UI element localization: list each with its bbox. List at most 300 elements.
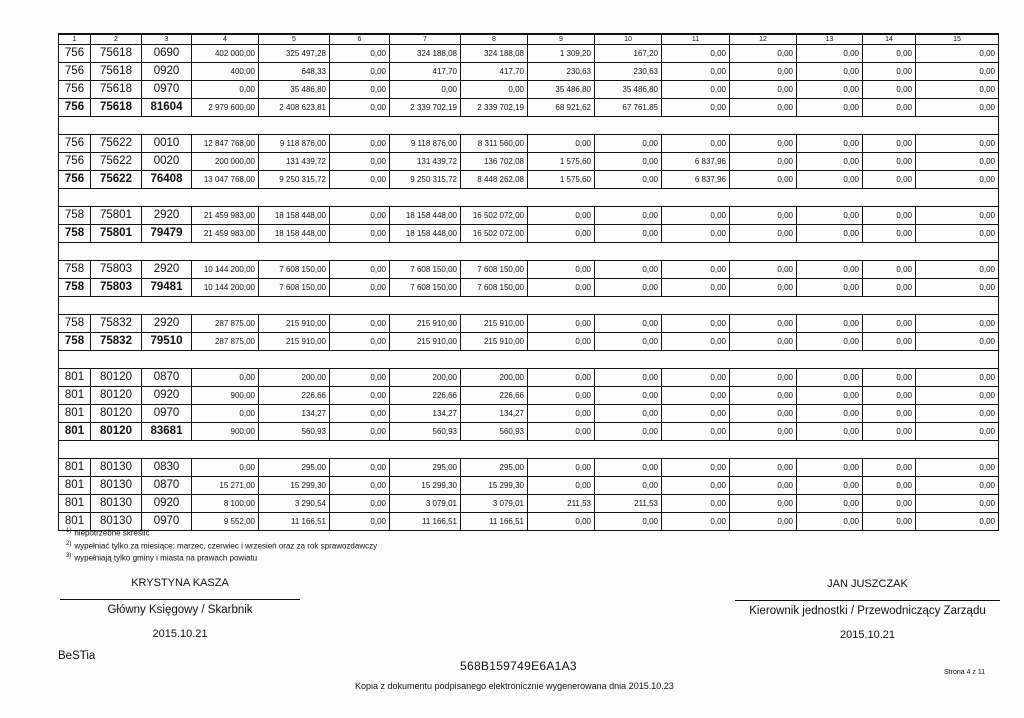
table-cell: 0,00 bbox=[916, 45, 999, 63]
table-cell: 0,00 bbox=[863, 369, 916, 387]
table-row bbox=[59, 387, 999, 405]
table-cell: 0,00 bbox=[730, 207, 797, 225]
table-cell: 215 910,00 bbox=[390, 315, 461, 333]
table-cell: 0,00 bbox=[192, 81, 259, 99]
table-cell: 0,00 bbox=[595, 405, 662, 423]
table-cell: 0,00 bbox=[730, 423, 797, 441]
table-cell: 7 608 150,00 bbox=[461, 261, 528, 279]
table-cell: 0,00 bbox=[863, 477, 916, 495]
table-cell: 16 502 072,00 bbox=[461, 207, 528, 225]
table-cell: 215 910,00 bbox=[259, 315, 330, 333]
table-cell: 758 bbox=[59, 225, 91, 243]
column-number: 6 bbox=[330, 34, 390, 45]
table-cell: 0,00 bbox=[797, 477, 863, 495]
table-cell: 9 118 876,00 bbox=[259, 135, 330, 153]
gap-cell bbox=[59, 441, 999, 459]
table-cell: 0,00 bbox=[797, 405, 863, 423]
table-cell: 79481 bbox=[142, 279, 192, 297]
column-number-header bbox=[59, 34, 999, 45]
table-cell: 0,00 bbox=[662, 477, 730, 495]
table-cell: 0,00 bbox=[662, 45, 730, 63]
table-cell: 6 837,96 bbox=[662, 171, 730, 189]
table-cell: 76408 bbox=[142, 171, 192, 189]
gap-cell bbox=[59, 351, 999, 369]
table-cell: 16 502 072,00 bbox=[461, 225, 528, 243]
table-cell: 0,00 bbox=[461, 81, 528, 99]
table-row bbox=[59, 405, 999, 423]
table-cell: 2920 bbox=[142, 315, 192, 333]
table-row bbox=[59, 261, 999, 279]
table-cell: 200 000,00 bbox=[192, 153, 259, 171]
table-row bbox=[59, 477, 999, 495]
subtotal-row bbox=[59, 333, 999, 351]
table-cell: 9 250 315,72 bbox=[259, 171, 330, 189]
table-cell: 0,00 bbox=[863, 81, 916, 99]
table-cell: 0,00 bbox=[330, 459, 390, 477]
table-cell: 0,00 bbox=[797, 81, 863, 99]
table-cell: 0,00 bbox=[863, 513, 916, 531]
software-brand: BeSTia bbox=[58, 650, 96, 662]
table-cell: 0,00 bbox=[863, 225, 916, 243]
table-cell: 11 166,51 bbox=[461, 513, 528, 531]
table-cell: 8 448 262,08 bbox=[461, 171, 528, 189]
page-number: Strona 4 z 11 bbox=[944, 669, 986, 676]
table-cell: 21 459 983,00 bbox=[192, 225, 259, 243]
table-cell: 81604 bbox=[142, 99, 192, 117]
table-cell: 0,00 bbox=[797, 279, 863, 297]
table-row bbox=[59, 207, 999, 225]
table-cell: 0,00 bbox=[863, 495, 916, 513]
table-cell: 0,00 bbox=[863, 63, 916, 81]
table-cell: 0,00 bbox=[595, 171, 662, 189]
table-cell: 758 bbox=[59, 279, 91, 297]
table-cell: 0830 bbox=[142, 459, 192, 477]
table-cell: 0,00 bbox=[863, 315, 916, 333]
table-cell: 68 921,62 bbox=[528, 99, 595, 117]
table-cell: 230,63 bbox=[595, 63, 662, 81]
table-cell: 801 bbox=[59, 513, 91, 531]
table-cell: 0920 bbox=[142, 387, 192, 405]
table-cell: 0,00 bbox=[863, 261, 916, 279]
table-cell: 0,00 bbox=[192, 405, 259, 423]
table-cell: 0,00 bbox=[863, 423, 916, 441]
table-cell: 134,27 bbox=[390, 405, 461, 423]
table-cell: 7 608 150,00 bbox=[259, 279, 330, 297]
table-row bbox=[59, 135, 999, 153]
table-cell: 295,00 bbox=[259, 459, 330, 477]
column-number: 7 bbox=[390, 34, 461, 45]
table-cell: 0010 bbox=[142, 135, 192, 153]
table-cell: 0,00 bbox=[916, 459, 999, 477]
table-cell: 324 188,08 bbox=[390, 45, 461, 63]
table-cell: 211,53 bbox=[528, 495, 595, 513]
table-cell: 0,00 bbox=[330, 225, 390, 243]
table-cell: 1 575,60 bbox=[528, 171, 595, 189]
gap-cell bbox=[59, 297, 999, 315]
table-cell: 0,00 bbox=[595, 423, 662, 441]
table-cell: 0,00 bbox=[662, 99, 730, 117]
subtotal-row bbox=[59, 423, 999, 441]
table-cell: 0,00 bbox=[662, 81, 730, 99]
table-cell: 648,33 bbox=[259, 63, 330, 81]
column-number: 10 bbox=[595, 34, 662, 45]
table-cell: 0,00 bbox=[797, 459, 863, 477]
table-cell: 0,00 bbox=[916, 99, 999, 117]
table-cell: 0,00 bbox=[730, 99, 797, 117]
table-cell: 758 bbox=[59, 315, 91, 333]
column-number: 2 bbox=[91, 34, 142, 45]
table-cell: 0,00 bbox=[192, 459, 259, 477]
signer-role: Główny Księgowy / Skarbnik bbox=[107, 604, 253, 616]
signature-line bbox=[735, 600, 1000, 601]
section-gap bbox=[59, 351, 999, 369]
table-cell: 0,00 bbox=[662, 369, 730, 387]
footnote-text: niepotrzebne skreślić bbox=[74, 528, 150, 538]
table-cell: 18 158 448,00 bbox=[390, 207, 461, 225]
table-row bbox=[59, 369, 999, 387]
table-cell: 0,00 bbox=[595, 279, 662, 297]
table-cell: 756 bbox=[59, 153, 91, 171]
table-cell: 75622 bbox=[91, 135, 142, 153]
gap-cell bbox=[59, 243, 999, 261]
table-cell: 900,00 bbox=[192, 387, 259, 405]
table-cell: 0,00 bbox=[730, 261, 797, 279]
table-cell: 0,00 bbox=[528, 135, 595, 153]
table-cell: 0,00 bbox=[916, 423, 999, 441]
gap-cell bbox=[59, 117, 999, 135]
table-cell: 0,00 bbox=[730, 477, 797, 495]
table-cell: 0,00 bbox=[797, 153, 863, 171]
table-cell: 9 250 315,72 bbox=[390, 171, 461, 189]
table-cell: 75803 bbox=[91, 261, 142, 279]
section-gap bbox=[59, 297, 999, 315]
signer-role: Kierownik jednostki / Przewodniczący Zarządu bbox=[749, 605, 986, 617]
table-cell: 10 144 200,00 bbox=[192, 279, 259, 297]
table-cell: 0,00 bbox=[528, 315, 595, 333]
table-cell: 0,00 bbox=[797, 513, 863, 531]
table-cell: 200,00 bbox=[390, 369, 461, 387]
table-cell: 0,00 bbox=[797, 171, 863, 189]
table-cell: 0,00 bbox=[863, 171, 916, 189]
footnote bbox=[66, 551, 377, 564]
table-cell: 0,00 bbox=[797, 369, 863, 387]
table-cell: 80130 bbox=[91, 459, 142, 477]
table-cell: 0,00 bbox=[797, 135, 863, 153]
table-cell: 0,00 bbox=[916, 153, 999, 171]
table-cell: 0870 bbox=[142, 369, 192, 387]
table-cell: 0,00 bbox=[330, 387, 390, 405]
table-cell: 0,00 bbox=[863, 459, 916, 477]
table-cell: 15 299,30 bbox=[461, 477, 528, 495]
table-cell: 11 166,51 bbox=[390, 513, 461, 531]
table-cell: 0,00 bbox=[863, 279, 916, 297]
table-cell: 0,00 bbox=[595, 315, 662, 333]
signature-manager bbox=[735, 578, 1000, 641]
table-cell: 0,00 bbox=[528, 477, 595, 495]
table-cell: 0970 bbox=[142, 513, 192, 531]
table-cell: 0,00 bbox=[916, 135, 999, 153]
table-cell: 80120 bbox=[91, 423, 142, 441]
column-number: 12 bbox=[730, 34, 797, 45]
table-cell: 400,00 bbox=[192, 63, 259, 81]
subtotal-row bbox=[59, 225, 999, 243]
table-cell: 75832 bbox=[91, 315, 142, 333]
table-cell: 0,00 bbox=[662, 207, 730, 225]
table-cell: 287 875,00 bbox=[192, 333, 259, 351]
footnote bbox=[66, 526, 377, 539]
table-cell: 75618 bbox=[91, 45, 142, 63]
column-number: 5 bbox=[259, 34, 330, 45]
table-cell: 0,00 bbox=[330, 99, 390, 117]
table-cell: 0,00 bbox=[797, 63, 863, 81]
table-cell: 136 702,08 bbox=[461, 153, 528, 171]
table-cell: 0,00 bbox=[595, 459, 662, 477]
table-cell: 0,00 bbox=[662, 261, 730, 279]
table-cell: 758 bbox=[59, 261, 91, 279]
table-cell: 131 439,72 bbox=[259, 153, 330, 171]
table-cell: 756 bbox=[59, 171, 91, 189]
table-cell: 0,00 bbox=[330, 171, 390, 189]
table-cell: 79510 bbox=[142, 333, 192, 351]
table-cell: 801 bbox=[59, 459, 91, 477]
table-cell: 801 bbox=[59, 495, 91, 513]
table-cell: 0,00 bbox=[730, 387, 797, 405]
table-row bbox=[59, 45, 999, 63]
section-gap bbox=[59, 441, 999, 459]
table-cell: 1 575,60 bbox=[528, 153, 595, 171]
table-cell: 75622 bbox=[91, 171, 142, 189]
table-cell: 0,00 bbox=[595, 477, 662, 495]
table-cell: 15 299,30 bbox=[259, 477, 330, 495]
table-cell: 0,00 bbox=[330, 495, 390, 513]
table-cell: 0,00 bbox=[797, 423, 863, 441]
table-cell: 80120 bbox=[91, 387, 142, 405]
table-cell: 0,00 bbox=[595, 207, 662, 225]
table-cell: 0,00 bbox=[528, 261, 595, 279]
table-cell: 0,00 bbox=[528, 513, 595, 531]
table-cell: 0,00 bbox=[330, 333, 390, 351]
table-cell: 0,00 bbox=[330, 81, 390, 99]
table-cell: 0,00 bbox=[730, 153, 797, 171]
column-number: 1 bbox=[59, 34, 91, 45]
column-number: 9 bbox=[528, 34, 595, 45]
table-cell: 75618 bbox=[91, 81, 142, 99]
table-cell: 0,00 bbox=[797, 99, 863, 117]
table-cell: 0,00 bbox=[595, 513, 662, 531]
footnote-text: wypełniają tylko gminy i miasta na prawach powiatu bbox=[74, 553, 258, 563]
table-cell: 131 439,72 bbox=[390, 153, 461, 171]
table-cell: 560,93 bbox=[461, 423, 528, 441]
table-cell: 0,00 bbox=[330, 135, 390, 153]
table-cell: 10 144 200,00 bbox=[192, 261, 259, 279]
table-cell: 200,00 bbox=[461, 369, 528, 387]
table-cell: 8 100,00 bbox=[192, 495, 259, 513]
table-cell: 8 311 560,00 bbox=[461, 135, 528, 153]
table-cell: 200,00 bbox=[259, 369, 330, 387]
table-cell: 0,00 bbox=[595, 135, 662, 153]
table-cell: 0,00 bbox=[797, 315, 863, 333]
table-cell: 0,00 bbox=[662, 333, 730, 351]
table-cell: 0,00 bbox=[863, 153, 916, 171]
table-cell: 0,00 bbox=[330, 423, 390, 441]
table-cell: 801 bbox=[59, 387, 91, 405]
document-id: 568B159749E6A1A3 bbox=[460, 659, 577, 673]
table-cell: 75618 bbox=[91, 99, 142, 117]
table-cell: 417,70 bbox=[390, 63, 461, 81]
table-cell: 0,00 bbox=[662, 63, 730, 81]
report-table bbox=[58, 33, 999, 531]
table-cell: 0,00 bbox=[330, 45, 390, 63]
table-cell: 0,00 bbox=[730, 135, 797, 153]
table-cell: 3 079,01 bbox=[390, 495, 461, 513]
table-cell: 0020 bbox=[142, 153, 192, 171]
table-cell: 0,00 bbox=[330, 261, 390, 279]
table-cell: 0,00 bbox=[390, 81, 461, 99]
table-cell: 0,00 bbox=[730, 63, 797, 81]
table-cell: 0,00 bbox=[730, 369, 797, 387]
gap-cell bbox=[59, 189, 999, 207]
section-gap bbox=[59, 189, 999, 207]
table-cell: 0,00 bbox=[595, 387, 662, 405]
section-gap bbox=[59, 243, 999, 261]
signature-date: 2015.10.21 bbox=[152, 628, 208, 640]
table-cell: 6 837,96 bbox=[662, 153, 730, 171]
table-cell: 75803 bbox=[91, 279, 142, 297]
table-cell: 0,00 bbox=[330, 405, 390, 423]
table-cell: 0,00 bbox=[662, 513, 730, 531]
report-table-container bbox=[58, 33, 998, 531]
table-cell: 0,00 bbox=[730, 279, 797, 297]
table-cell: 0,00 bbox=[330, 279, 390, 297]
table-cell: 756 bbox=[59, 99, 91, 117]
table-cell: 0,00 bbox=[330, 513, 390, 531]
table-cell: 0,00 bbox=[916, 261, 999, 279]
table-cell: 2920 bbox=[142, 261, 192, 279]
table-cell: 167,20 bbox=[595, 45, 662, 63]
table-cell: 0,00 bbox=[863, 207, 916, 225]
table-cell: 0,00 bbox=[662, 279, 730, 297]
table-cell: 0,00 bbox=[662, 135, 730, 153]
table-cell: 0,00 bbox=[730, 225, 797, 243]
table-cell: 0,00 bbox=[528, 225, 595, 243]
table-cell: 0,00 bbox=[662, 225, 730, 243]
table-cell: 0920 bbox=[142, 63, 192, 81]
table-cell: 75618 bbox=[91, 63, 142, 81]
table-cell: 0,00 bbox=[797, 387, 863, 405]
signer-name: JAN JUSZCZAK bbox=[827, 578, 908, 590]
table-cell: 287 875,00 bbox=[192, 315, 259, 333]
table-cell: 226,66 bbox=[390, 387, 461, 405]
table-cell: 0,00 bbox=[730, 405, 797, 423]
table-row bbox=[59, 315, 999, 333]
signer-name: KRYSTYNA KASZA bbox=[131, 577, 229, 589]
table-cell: 35 486,80 bbox=[595, 81, 662, 99]
table-cell: 7 608 150,00 bbox=[390, 279, 461, 297]
table-row bbox=[59, 495, 999, 513]
table-cell: 0,00 bbox=[863, 45, 916, 63]
table-cell: 0,00 bbox=[797, 45, 863, 63]
table-cell: 0,00 bbox=[730, 81, 797, 99]
table-cell: 0,00 bbox=[662, 405, 730, 423]
table-cell: 18 158 448,00 bbox=[259, 225, 330, 243]
table-cell: 0,00 bbox=[528, 405, 595, 423]
table-cell: 560,93 bbox=[259, 423, 330, 441]
copy-note: Kopia z dokumentu podpisanego elektronicznie wygenerowana dnia 2015.10.23 bbox=[355, 681, 674, 691]
table-cell: 2920 bbox=[142, 207, 192, 225]
table-row bbox=[59, 459, 999, 477]
table-cell: 0,00 bbox=[916, 81, 999, 99]
table-cell: 0,00 bbox=[916, 63, 999, 81]
table-row bbox=[59, 63, 999, 81]
table-cell: 0,00 bbox=[330, 207, 390, 225]
table-cell: 67 761,85 bbox=[595, 99, 662, 117]
table-cell: 756 bbox=[59, 81, 91, 99]
table-cell: 0,00 bbox=[595, 153, 662, 171]
table-cell: 801 bbox=[59, 405, 91, 423]
table-cell: 12 847 768,00 bbox=[192, 135, 259, 153]
table-cell: 0,00 bbox=[662, 495, 730, 513]
table-cell: 134,27 bbox=[461, 405, 528, 423]
table-cell: 0,00 bbox=[863, 99, 916, 117]
signature-date: 2015.10.21 bbox=[839, 629, 896, 641]
table-cell: 0,00 bbox=[192, 369, 259, 387]
table-cell: 0,00 bbox=[863, 405, 916, 423]
table-cell: 0,00 bbox=[528, 423, 595, 441]
table-cell: 0,00 bbox=[330, 315, 390, 333]
table-cell: 3 290,54 bbox=[259, 495, 330, 513]
table-cell: 0,00 bbox=[595, 225, 662, 243]
table-cell: 756 bbox=[59, 135, 91, 153]
table-cell: 7 608 150,00 bbox=[259, 261, 330, 279]
table-cell: 226,66 bbox=[461, 387, 528, 405]
table-cell: 80120 bbox=[91, 405, 142, 423]
table-cell: 0,00 bbox=[730, 171, 797, 189]
table-cell: 2 339 702,19 bbox=[390, 99, 461, 117]
table-cell: 0920 bbox=[142, 495, 192, 513]
table-cell: 0,00 bbox=[863, 135, 916, 153]
table-cell: 0,00 bbox=[528, 333, 595, 351]
table-cell: 0870 bbox=[142, 477, 192, 495]
table-cell: 9 552,00 bbox=[192, 513, 259, 531]
table-cell: 758 bbox=[59, 333, 91, 351]
table-cell: 0,00 bbox=[916, 171, 999, 189]
table-cell: 801 bbox=[59, 477, 91, 495]
table-cell: 0,00 bbox=[528, 207, 595, 225]
table-cell: 0,00 bbox=[863, 333, 916, 351]
column-number: 14 bbox=[863, 34, 916, 45]
table-cell: 417,70 bbox=[461, 63, 528, 81]
column-number: 3 bbox=[142, 34, 192, 45]
table-cell: 0,00 bbox=[730, 495, 797, 513]
table-cell: 0,00 bbox=[916, 207, 999, 225]
table-cell: 7 608 150,00 bbox=[461, 279, 528, 297]
table-cell: 756 bbox=[59, 45, 91, 63]
table-cell: 35 486,80 bbox=[259, 81, 330, 99]
signature-line bbox=[60, 599, 300, 600]
table-cell: 900,00 bbox=[192, 423, 259, 441]
footnote-mark: 3) bbox=[66, 553, 72, 560]
table-cell: 0,00 bbox=[330, 63, 390, 81]
table-cell: 0,00 bbox=[797, 225, 863, 243]
column-number: 13 bbox=[797, 34, 863, 45]
table-cell: 80130 bbox=[91, 495, 142, 513]
table-cell: 0,00 bbox=[797, 333, 863, 351]
table-cell: 3 079,01 bbox=[461, 495, 528, 513]
table-cell: 801 bbox=[59, 369, 91, 387]
table-cell: 0,00 bbox=[730, 45, 797, 63]
table-cell: 0,00 bbox=[528, 459, 595, 477]
table-cell: 9 118 876,00 bbox=[390, 135, 461, 153]
